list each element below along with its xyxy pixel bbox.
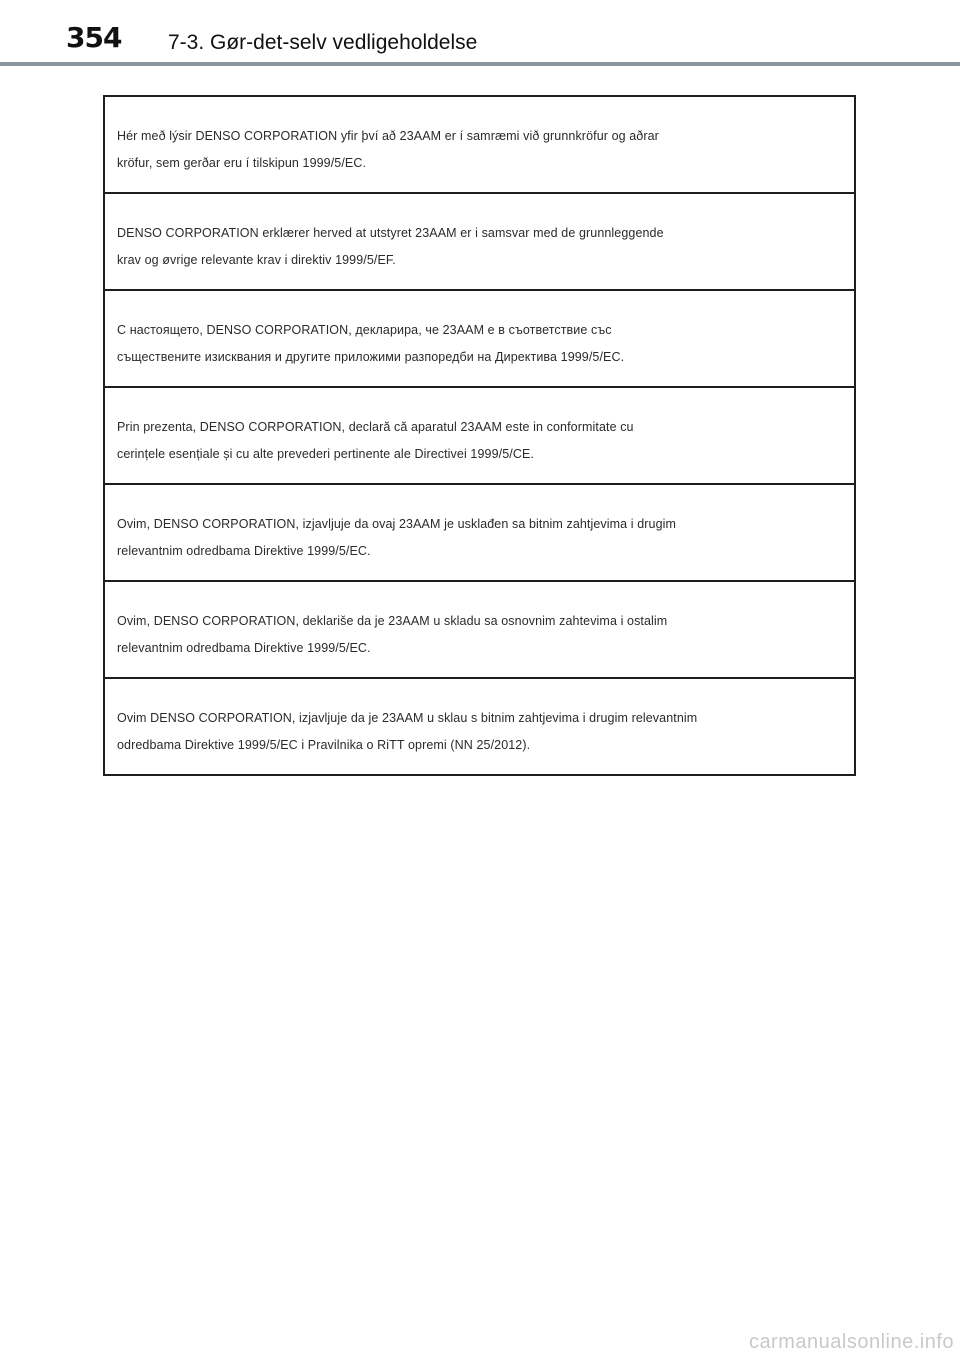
declaration-row-croatian (105, 679, 854, 774)
declaration-line: съществените изисквания и другите приложими разпоредби на Директива 1999/5/ЕС. (117, 350, 625, 364)
declaration-line: relevantnim odredbama Direktive 1999/5/EC. (117, 544, 371, 558)
declaration-line: cerințele esențiale și cu alte prevederi pertinente ale Directivei 1999/5/CE. (117, 447, 534, 461)
page-number: 354 (66, 21, 122, 54)
declaration-row-serbian (105, 582, 854, 679)
declaration-row-romanian (105, 388, 854, 485)
declaration-line: DENSO CORPORATION erklærer herved at utstyret 23AAM er i samsvar med de grunnleggende (117, 226, 664, 240)
declaration-row-icelandic (105, 97, 854, 194)
declaration-row-bosnian (105, 485, 854, 582)
declaration-line: kröfur, sem gerðar eru í tilskipun 1999/5/EC. (117, 156, 367, 170)
declaration-table (103, 95, 856, 776)
page-header (0, 0, 960, 64)
declaration-line: С настоящето, DENSO CORPORATION, декларира, че 23AAM е в съответствие със (117, 323, 612, 337)
declaration-line: Prin prezenta, DENSO CORPORATION, declară că aparatul 23AAM este in conformitate cu (117, 420, 634, 434)
header-divider (0, 62, 960, 66)
section-title: 7-3. Gør-det-selv vedligeholdelse (168, 31, 478, 54)
declaration-line: Ovim DENSO CORPORATION, izjavljuje da je 23AAM u sklau s bitnim zahtjevima i drugim relevantnim (117, 711, 698, 725)
declaration-line: Hér með lýsir DENSO CORPORATION yfir því að 23AAM er í samræmi við grunnkröfur og aðrar (117, 129, 659, 143)
declaration-line: odredbama Direktive 1999/5/EC i Pravilnika o RiTT opremi (NN 25/2012). (117, 738, 531, 752)
declaration-line: Ovim, DENSO CORPORATION, izjavljuje da ovaj 23AAM je usklađen sa bitnim zahtjevima i drugim (117, 517, 677, 531)
declaration-row-norwegian (105, 194, 854, 291)
declaration-line: krav og øvrige relevante krav i direktiv 1999/5/EF. (117, 253, 396, 267)
declaration-line: relevantnim odredbama Direktive 1999/5/EC. (117, 641, 371, 655)
declaration-line: Ovim, DENSO CORPORATION, deklariše da je 23AAM u skladu sa osnovnim zahtevima i ostalim (117, 614, 668, 628)
site-watermark: carmanualsonline.info (748, 1331, 954, 1353)
declaration-row-bulgarian (105, 291, 854, 388)
